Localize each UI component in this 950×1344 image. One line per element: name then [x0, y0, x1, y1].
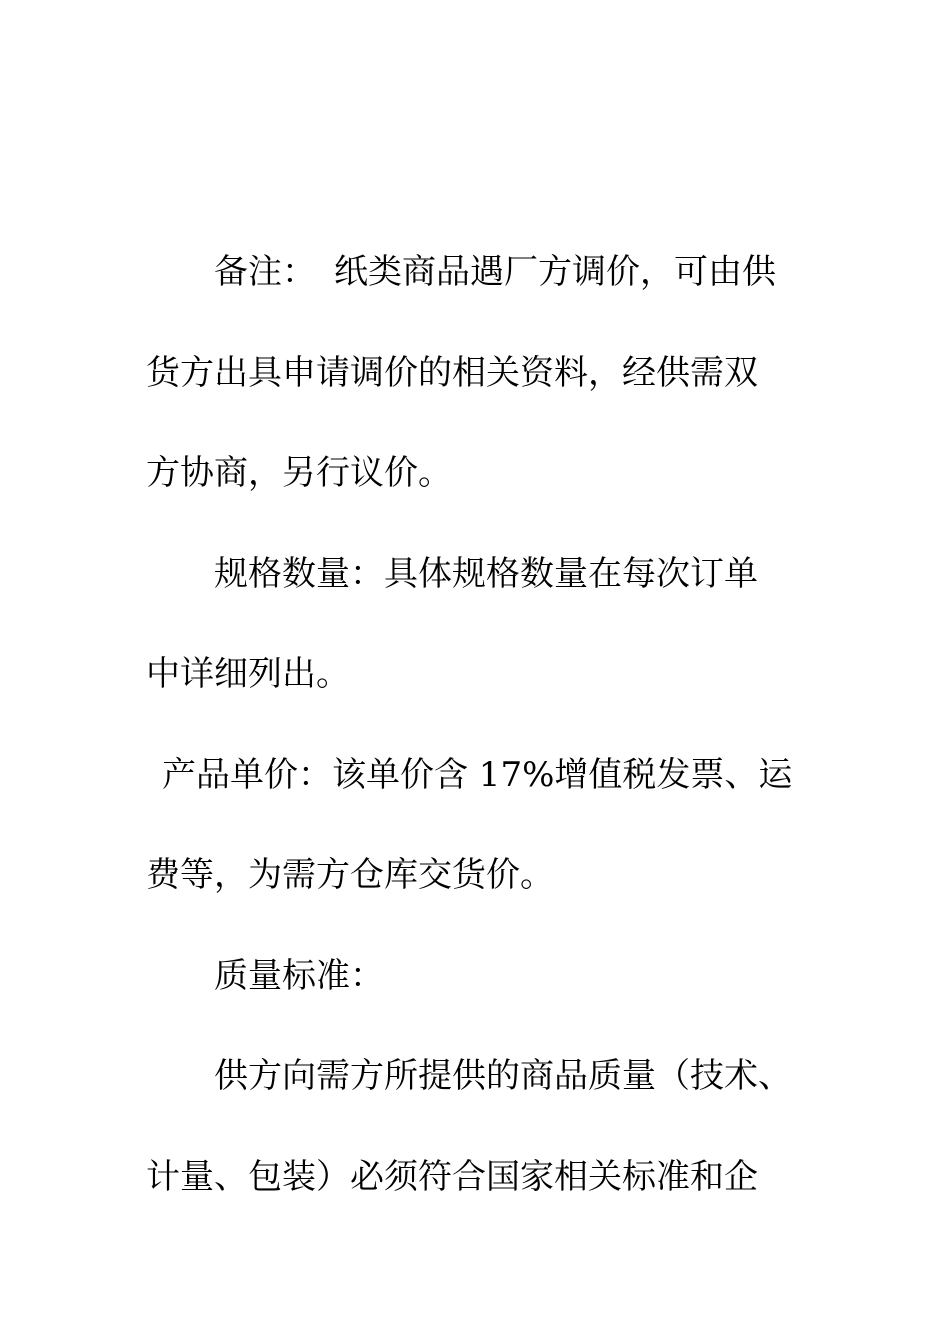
- quality-standard-heading: 质量标准：: [214, 955, 384, 996]
- unit-price-line-1: 产品单价：该单价含 17%增值税发票、运: [162, 754, 793, 795]
- spec-quantity-line-2: 中详细列出。: [146, 654, 350, 694]
- remark-line-1: [146, 222, 806, 323]
- spec-quantity-line-1: 规格数量：具体规格数量在每次订单: [214, 553, 758, 594]
- document-body: [146, 222, 806, 1227]
- remark-label: 备注：: [214, 252, 316, 292]
- remark-line-2: 货方出具申请调价的相关资料，经供需双: [146, 352, 758, 393]
- quality-requirement-line-2: 计量、包装）必须符合国家相关标准和企: [146, 1156, 758, 1197]
- unit-price-line-2: 费等，为需方仓库交货价。: [146, 855, 554, 895]
- remark-text: 纸类商品遇厂方调价，可由供: [334, 252, 776, 292]
- remark-line-3: 方协商，另行议价。: [146, 453, 452, 493]
- quality-requirement-line-1: 供方向需方所提供的商品质量（技术、: [214, 1056, 792, 1096]
